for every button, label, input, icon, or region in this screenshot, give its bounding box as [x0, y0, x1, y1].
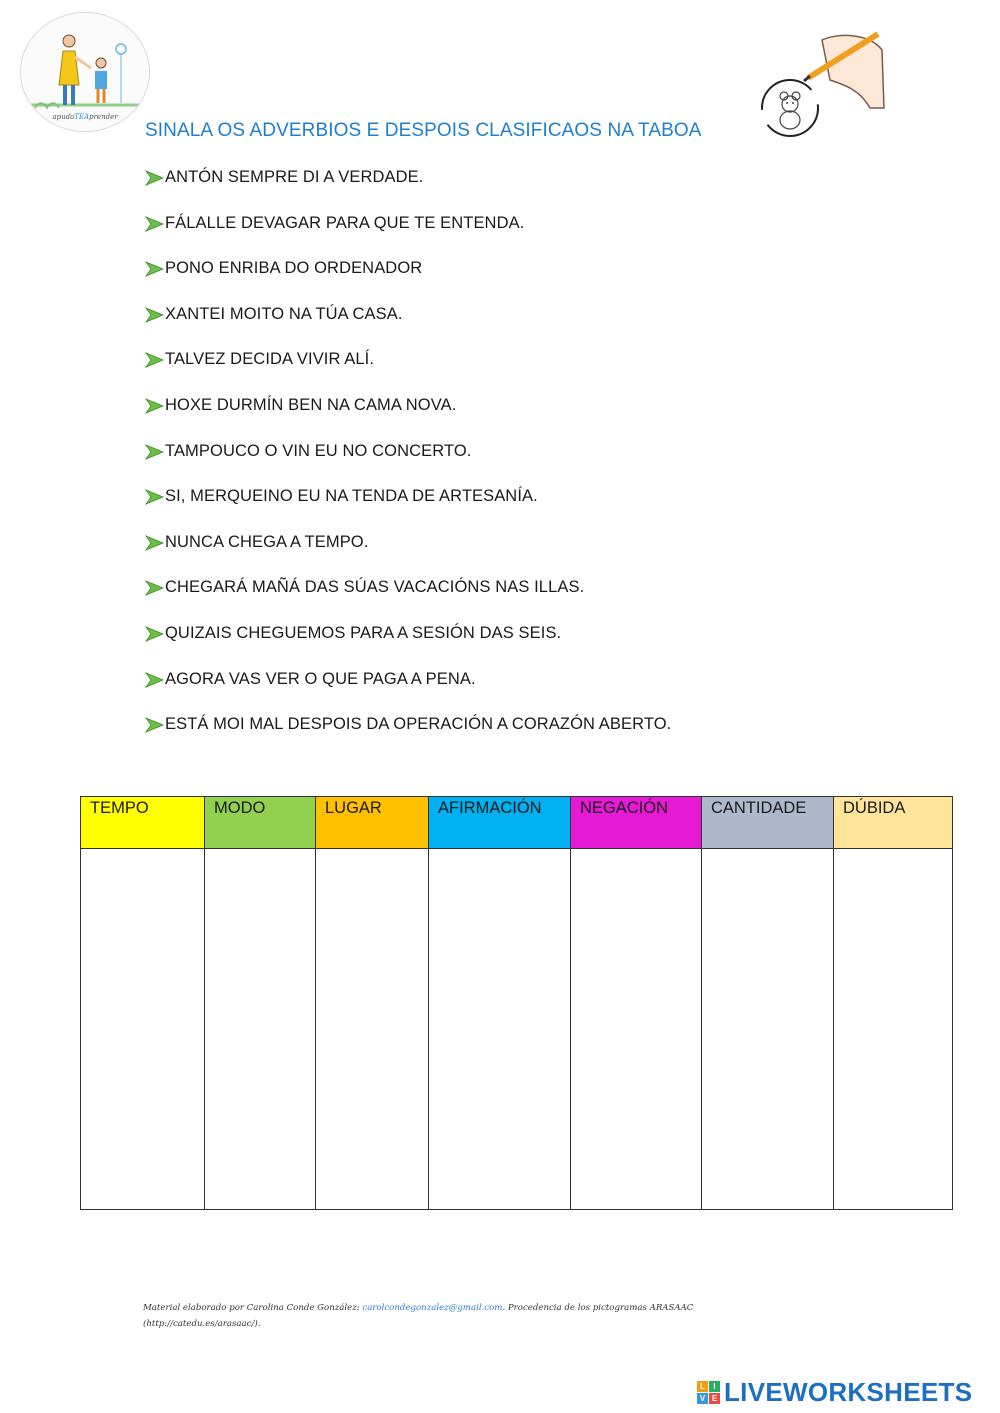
sentence-text[interactable]: PONO ENRIBA DO ORDENADOR — [165, 259, 423, 278]
arrow-bullet-icon — [145, 443, 165, 461]
sentence-item — [145, 533, 671, 579]
sentence-item — [145, 168, 671, 214]
page-title: SINALA OS ADVERBIOS E DESPOIS CLASIFICAOS NA TABOA — [145, 120, 702, 141]
arrow-bullet-icon — [145, 579, 165, 597]
sentence-text[interactable]: XANTEI MOITO NA TÚA CASA. — [165, 304, 403, 323]
sentence-item — [145, 214, 671, 260]
sentence-text[interactable]: SI, MERQUEINO EU NA TENDA DE ARTESANÍA. — [165, 487, 538, 506]
liveworksheets-wordmark: LIVEWORKSHEETS — [724, 1377, 973, 1407]
sentence-item — [145, 487, 671, 533]
grid-letter: E — [709, 1393, 720, 1404]
arrow-bullet-icon — [145, 671, 165, 689]
arrow-bullet-icon — [145, 260, 165, 278]
table-drop-row — [81, 849, 953, 1210]
drop-zone-tempo[interactable] — [81, 849, 205, 1210]
grid-letter: V — [697, 1393, 708, 1404]
logo-caption: apudaTEAprender — [52, 113, 118, 121]
sentence-text[interactable]: TALVEZ DECIDA VIVIR ALÍ. — [165, 350, 375, 369]
drop-zone-cantidade[interactable] — [702, 849, 834, 1210]
arrow-bullet-icon — [145, 488, 165, 506]
sentence-text[interactable]: FÁLALLE DEVAGAR PARA QUE TE ENTENDA. — [165, 213, 525, 232]
apudatea-logo — [20, 12, 150, 132]
sentence-text[interactable]: ANTÓN SEMPRE DI A VERDADE. — [165, 168, 424, 186]
table-header-row — [81, 797, 953, 849]
arrow-bullet-icon — [145, 625, 165, 643]
column-header-tempo: TEMPO — [81, 797, 205, 849]
footer-text-before: Material elaborado por Carolina Conde González: — [143, 1303, 363, 1313]
sentence-text[interactable]: HOXE DURMÍN BEN NA CAMA NOVA. — [165, 395, 457, 414]
drop-zone-afirmacion[interactable] — [429, 849, 571, 1210]
footer-line2: (http://catedu.es/arasaac/). — [143, 1319, 261, 1329]
arrow-bullet-icon — [145, 215, 165, 233]
sentence-text[interactable]: ESTÁ MOI MAL DESPOIS DA OPERACIÓN A CORAZÓN ABERTO. — [165, 715, 672, 734]
grid-letter: L — [697, 1381, 708, 1392]
column-header-cantidade: CANTIDADE — [702, 797, 834, 849]
footer-text-after: . Procedencia de los pictogramas ARASAAC — [502, 1303, 694, 1313]
sentence-text[interactable]: CHEGARÁ MAÑÁ DAS SÚAS VACACIÓNS NAS ILLAS. — [165, 578, 585, 597]
arrow-bullet-icon — [145, 169, 165, 187]
grid-letter: I — [709, 1381, 720, 1392]
sentence-item — [145, 350, 671, 396]
liveworksheets-logo — [697, 1377, 972, 1408]
arrow-bullet-icon — [145, 534, 165, 552]
drop-zone-lugar[interactable] — [316, 849, 429, 1210]
author-email-link[interactable]: carolcondegonzalez@gmail.com — [362, 1303, 503, 1313]
hand-pencil-drawing-icon — [760, 30, 885, 145]
sentence-text[interactable]: TAMPOUCO O VIN EU NO CONCERTO. — [165, 441, 472, 460]
column-header-modo: MODO — [205, 797, 316, 849]
sentence-item — [145, 670, 671, 716]
footer-credits — [143, 1300, 753, 1332]
sentence-item — [145, 442, 671, 488]
column-header-lugar: LUGAR — [316, 797, 429, 849]
sentence-item — [145, 259, 671, 305]
drop-zone-negacion[interactable] — [571, 849, 702, 1210]
arrow-bullet-icon — [145, 351, 165, 369]
drop-zone-modo[interactable] — [205, 849, 316, 1210]
arrow-bullet-icon — [145, 716, 165, 734]
sentence-item — [145, 715, 671, 761]
liveworksheets-grid-icon — [697, 1381, 720, 1404]
arrow-bullet-icon — [145, 306, 165, 324]
sentence-item — [145, 305, 671, 351]
sentence-text[interactable]: AGORA VAS VER O QUE PAGA A PENA. — [165, 669, 476, 688]
arrow-bullet-icon — [145, 397, 165, 415]
sentence-text[interactable]: QUIZAIS CHEGUEMOS PARA A SESIÓN DAS SEIS. — [165, 623, 562, 642]
sentence-item — [145, 396, 671, 442]
sentence-list — [145, 168, 671, 761]
drop-zone-dubida[interactable] — [834, 849, 953, 1210]
column-header-dubida: DÚBIDA — [834, 797, 953, 849]
column-header-afirmacion: AFIRMACIÓN — [429, 797, 571, 849]
sentence-item — [145, 578, 671, 624]
sentence-text[interactable]: NUNCA CHEGA A TEMPO. — [165, 532, 369, 551]
column-header-negacion: NEGACIÓN — [571, 797, 702, 849]
sentence-item — [145, 624, 671, 670]
classification-table — [80, 796, 953, 1210]
